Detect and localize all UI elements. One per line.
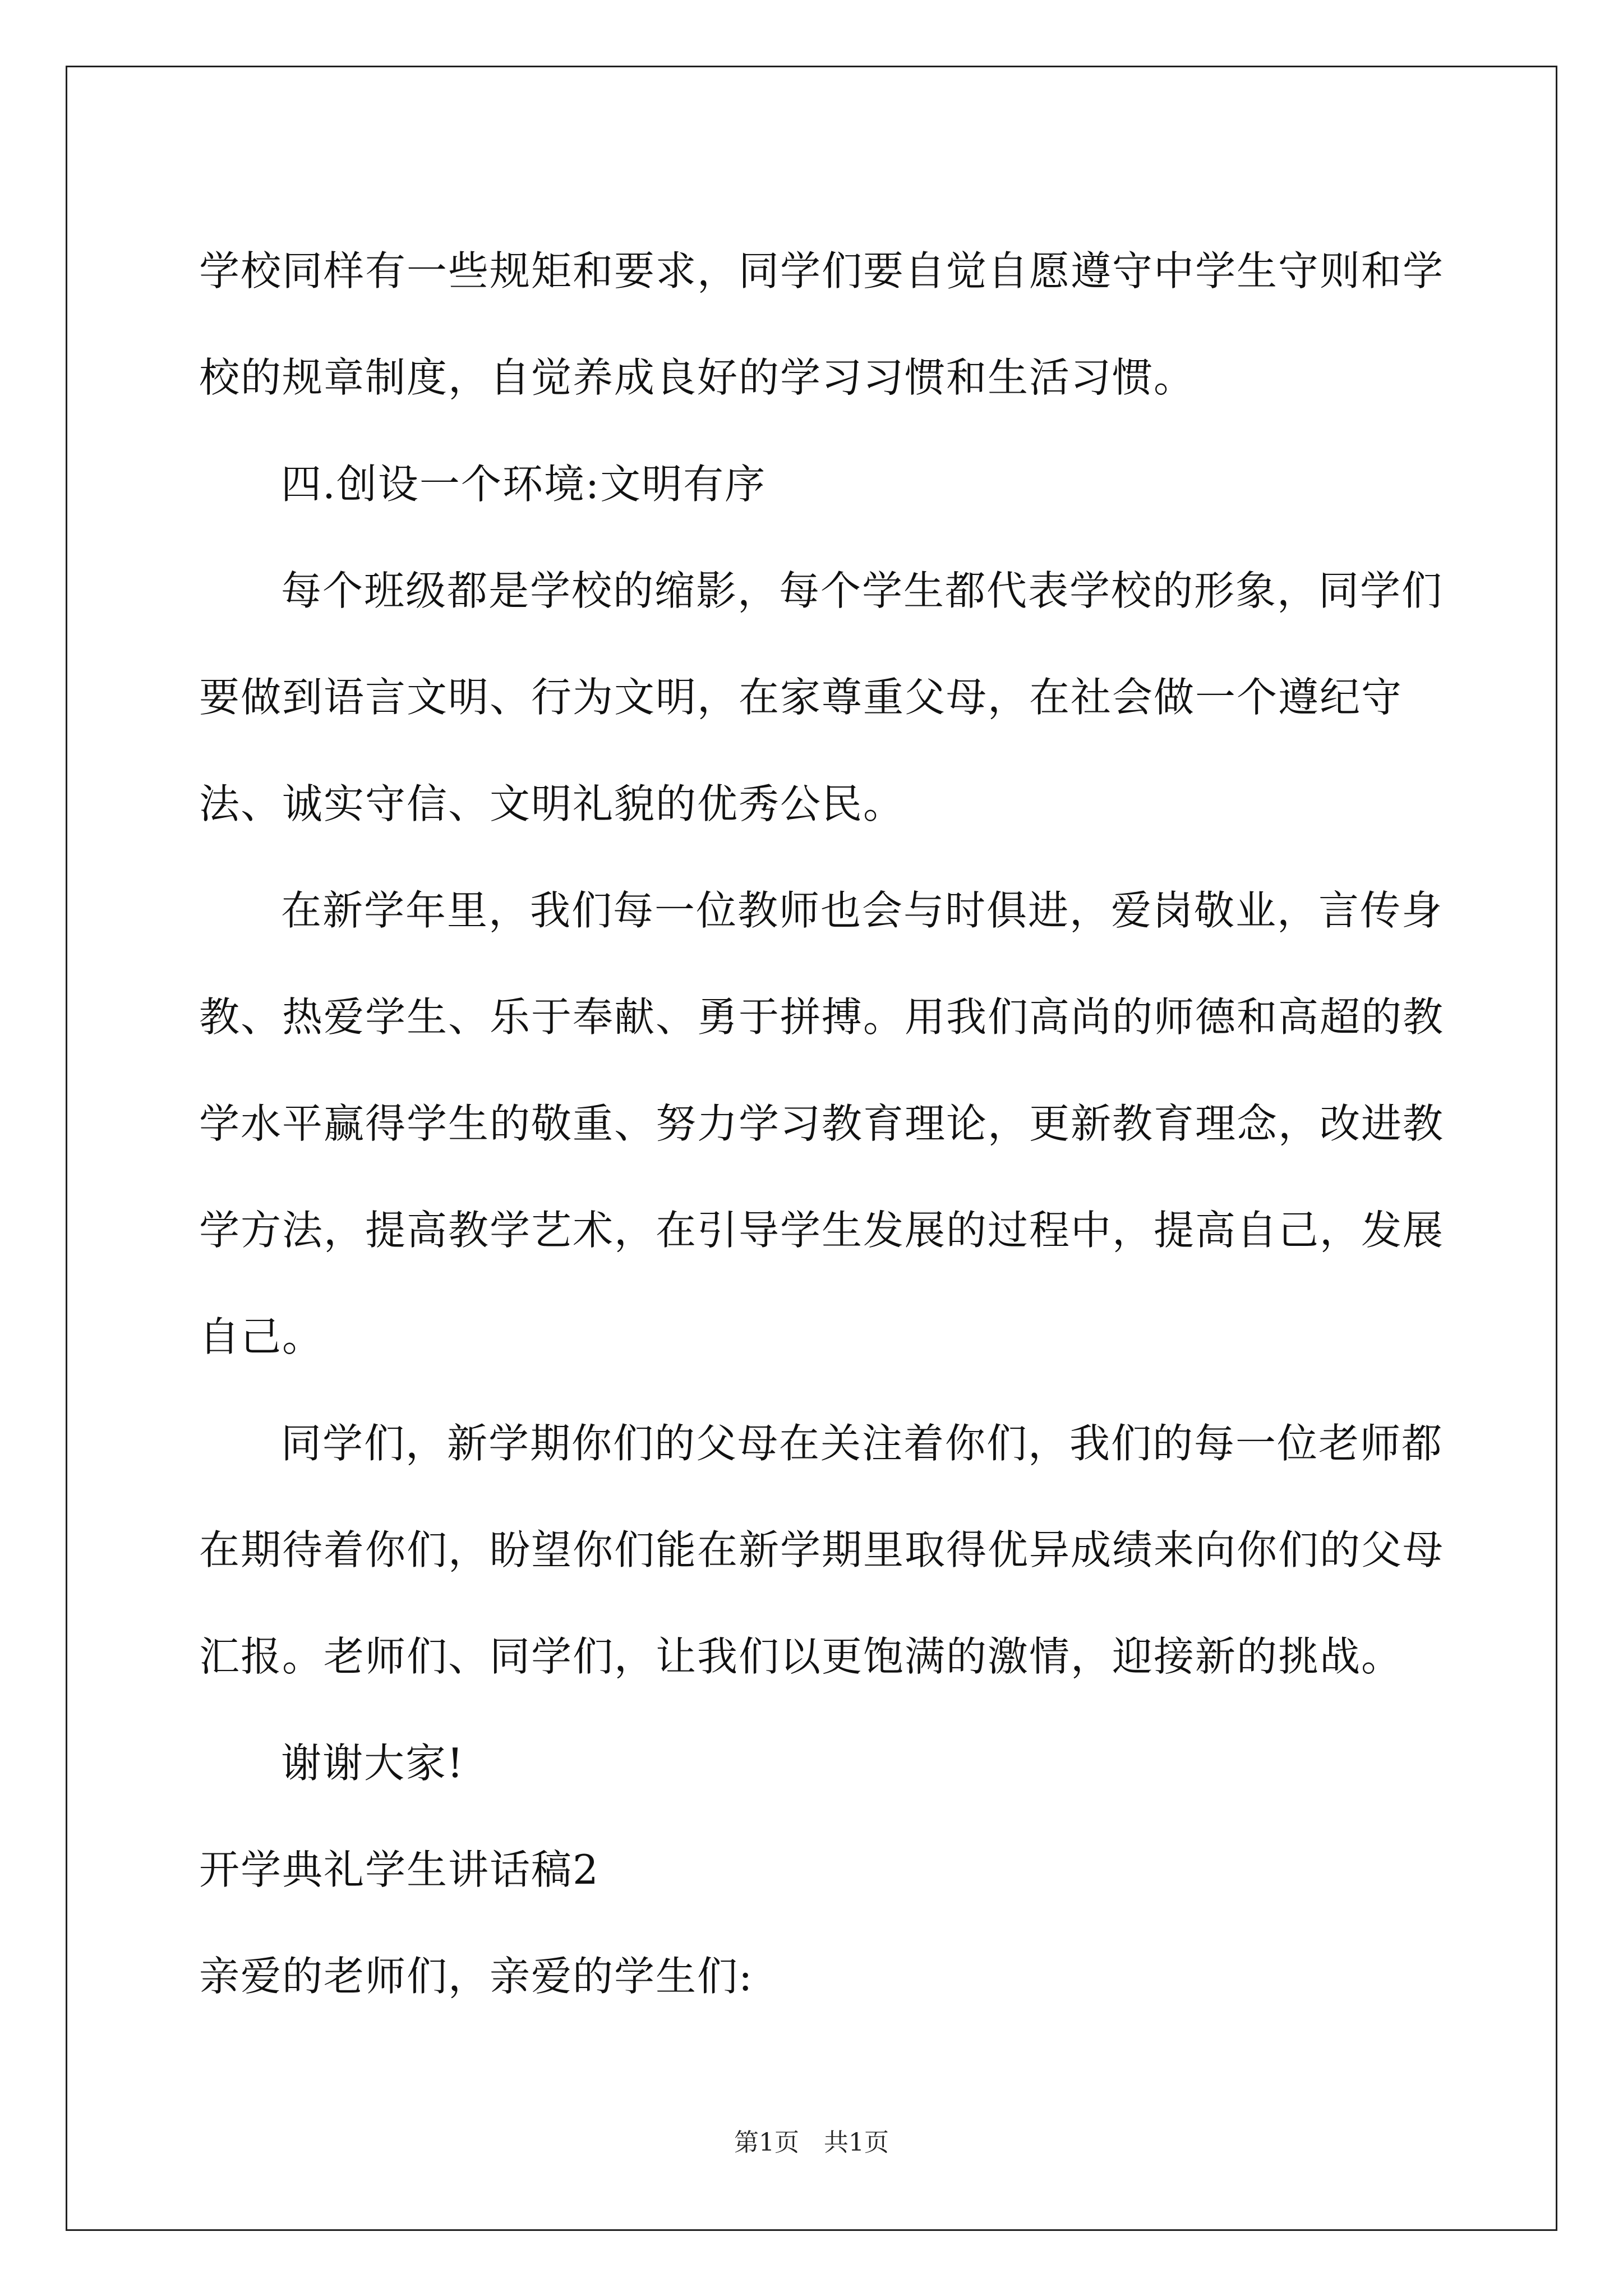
- paragraph-class-image: 每个班级都是学校的缩影，每个学生都代表学校的形象，同学们要做到语言文明、行为文明，在家尊重父母，在社会做一个遵纪守法、诚实守信、文明礼貌的优秀公民。: [199, 567, 1444, 827]
- paragraph-teachers: 在新学年里，我们每一位教师也会与时俱进，爱岗敬业，言传身教、热爱学生、乐于奉献、勇于拼搏。用我们高尚的师德和高超的教学水平赢得学生的敬重、努力学习教育理论，更新教育理念，改进教学方法，提高教学艺术，在引导学生发展的过程中，提高自己，发展自己。: [199, 887, 1445, 1360]
- speech-title-2: 开学典礼学生讲话稿2: [199, 1846, 600, 1893]
- page-footer: 第1页 共1页: [734, 2128, 889, 2157]
- paragraph-greeting: 亲爱的老师们，亲爱的学生们:: [199, 1953, 754, 2000]
- document-body: [199, 218, 1467, 2030]
- paragraph-thanks: 谢谢大家!: [281, 1740, 464, 1787]
- paragraph-students-expectation: 同学们，新学期你们的父母在关注着你们，我们的每一位老师都在期待着你们，盼望你们能在新学期里取得优异成绩来向你们的父母汇报。老师们、同学们，让我们以更饱满的激情，迎接新的挑战。: [199, 1420, 1445, 1680]
- paragraph-rules: 学校同样有一些规矩和要求，同学们要自觉自愿遵守中学生守则和学校的规章制度，自觉养成良好的学习习惯和生活习惯。: [199, 247, 1445, 401]
- section-heading-environment: 四.创设一个环境:文明有序: [281, 461, 767, 508]
